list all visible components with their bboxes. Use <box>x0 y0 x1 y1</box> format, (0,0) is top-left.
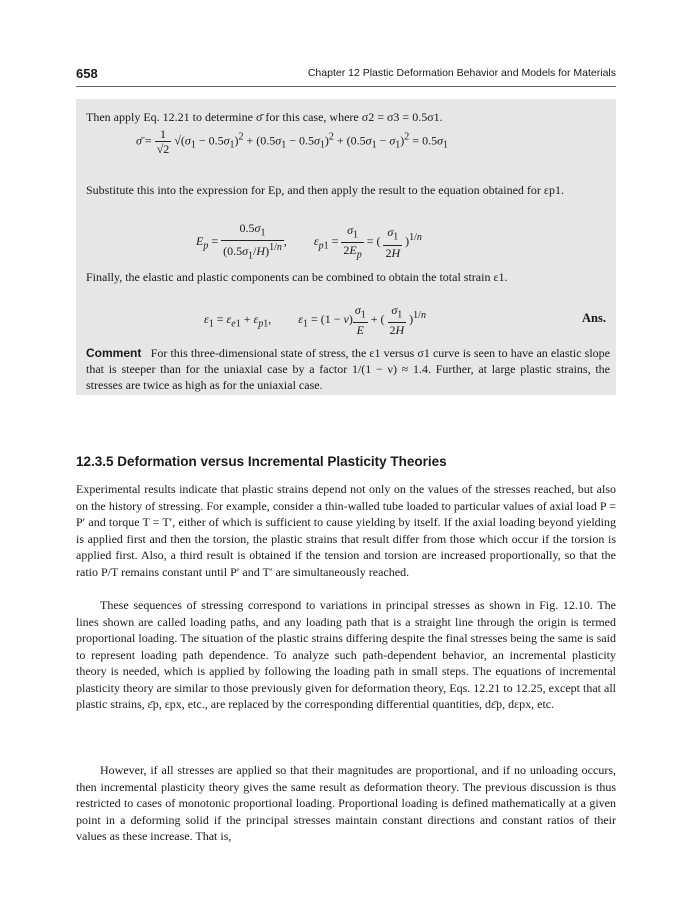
comment-text: For this three-dimensional state of stress, the ε1 versus σ1 curve is seen to have an elastic slope that is steeper than for the uniaxial case by a factor 1/(1 − ν) ≈ 1.4. Further, at large plastic strains, the stresses are twice as high as for the uniaxial case. <box>86 346 610 392</box>
equation-Ep: $E_p$ = $\frac{0.5\sigma_1}{(0.5\sigma_1/H)^{1/n}}$ , $\varepsilon_{p1}$ = $\frac{\sigma_1}{2E_p}$ = ( $\frac{\sigma_1}{2H}$ )$^{1/n}$ <box>196 221 422 262</box>
running-head: Chapter 12 Plastic Deformation Behavior and Models for Materials <box>307 67 616 79</box>
finally-text: Finally, the elastic and plastic components can be combined to obtain the total strain ε1. <box>86 270 508 284</box>
page-number: 658 <box>76 66 98 81</box>
section-heading: 12.3.5 Deformation versus Incremental Plasticity Theories <box>76 454 447 469</box>
paragraph-1: Experimental results indicate that plastic strains depend not only on the values of the stresses reached, but also on the history of stressing. For example, consider a thin-walled tube loaded to particular values of axial load P = P′ and torque T = T′, either of which is sufficient to cause yielding by itself. If the axial loading beyond yielding is applied first and then the torsion, the plastic strains that result differ from those which occur if the torsion is applied first. Also, a third result is obtained if the tension and torsion are increased proportionally, so that the ratio P/T remains constant until P′ and T′ are simultaneously reached. <box>76 482 616 579</box>
substitute-text: Substitute this into the expression for Ep, and then apply the result to the equation obtained for εp1. <box>86 183 564 197</box>
page-header <box>76 66 616 86</box>
paragraph-3: However, if all stresses are applied so that their magnitudes are proportional, and if no unloading occurs, then incremental plasticity theory gives the same result as deformation theory. The previous discussion is thus restricted to cases of monotonic proportional loading. Proportional loading is defined mathematically at a given point in a deforming solid if the principal stresses maintain constant directions and constant ratios of their values as these increase. That is, <box>76 763 616 843</box>
example-box <box>76 99 616 395</box>
comment-label: Comment <box>86 346 142 360</box>
ans-label: Ans. <box>582 311 606 325</box>
comment <box>86 345 610 393</box>
header-rule <box>76 86 616 87</box>
equation-total: $\varepsilon_1 = \varepsilon_{e1} + \varepsilon_{p1}$, $\varepsilon_1 = (1 - \nu)$ $\frac{\sigma_1}{E}$ + ( $\frac{\sigma_1}{2H}$ )$^{1/n}$ <box>204 303 426 338</box>
paragraph-2: These sequences of stressing correspond to variations in principal stresses as shown in Fig. 12.10. The lines shown are called loading paths, and any loading path that is a straight line through the origin is termed proportional loading. The situation of the plastic strains differing despite the final stresses being the same is said to represent loading path dependence. To analyze such path-dependent behavior, an incremental plasticity theory is needed, which is applied by following the loading path in small steps. The equations of incremental plasticity theory are similar to those previously given for deformation theory, Eqs. 12.21 to 12.25, except that all plastic strains, ε̄p, εpx, etc., are replaced by the corresponding differential quantities, dε̄p, dεpx, etc. <box>76 598 616 711</box>
equation-sigma-bar: σ̄ = $\frac{1}{√2}$ $√(\sigma_1 - 0.5\sigma_1)^2 + (0.5\sigma_1 - 0.5\sigma_1)^2 + (0.5\sigma_1 - \sigma_1)^2 = 0.5\sigma_1$ <box>136 127 448 156</box>
example-intro: Then apply Eq. 12.21 to determine σ̄ for this case, where σ2 = σ3 = 0.5σ1. <box>86 110 443 124</box>
